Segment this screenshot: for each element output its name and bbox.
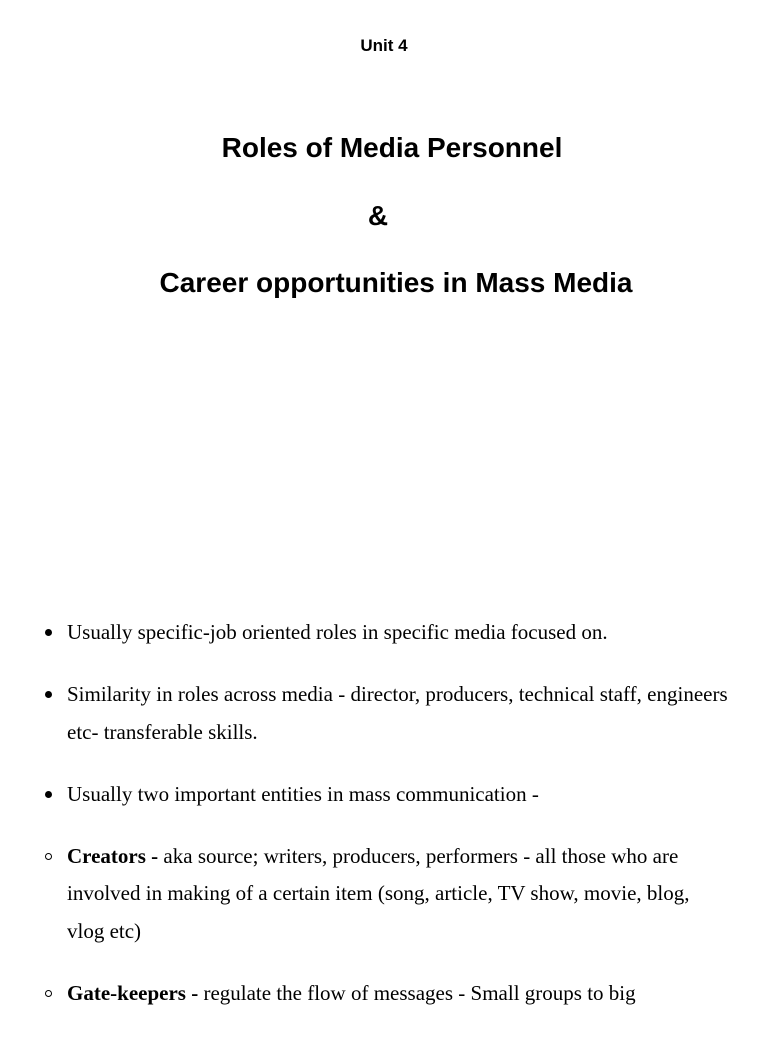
list-item-text: Usually specific-job oriented roles in specific media focused on. [67, 620, 608, 644]
list-item [0, 838, 768, 951]
list-item-text: Similarity in roles across media - director, producers, technical staff, engineers etc- transferable skills. [67, 682, 728, 744]
list-item-term: Gate-keepers - [67, 980, 204, 1005]
bullet-circle-icon [45, 853, 52, 860]
bullet-list [0, 614, 768, 1037]
list-item-text: regulate the flow of messages - Small groups to big [203, 980, 636, 1005]
list-item [0, 676, 768, 751]
bullet-disc-icon [45, 691, 52, 698]
page-title-line-1: Roles of Media Personnel [221, 132, 563, 163]
list-item [0, 614, 768, 652]
bullet-circle-icon [45, 990, 52, 997]
bullet-disc-icon [45, 791, 52, 798]
list-item-term: Creators - [67, 843, 164, 868]
list-item [0, 975, 768, 1013]
list-item-text: Usually two important entities in mass communication - [67, 781, 539, 806]
bullet-disc-icon [45, 629, 52, 636]
page-title-ampersand: & [367, 200, 389, 231]
list-item [0, 776, 768, 814]
page-title-line-2: Career opportunities in Mass Media [159, 267, 633, 298]
list-item-text: aka source; writers, producers, performers - all those who are involved in making of a certain item (song, article, TV show, movie, blog, vlog etc) [67, 843, 690, 943]
unit-label: Unit 4 [360, 36, 408, 55]
